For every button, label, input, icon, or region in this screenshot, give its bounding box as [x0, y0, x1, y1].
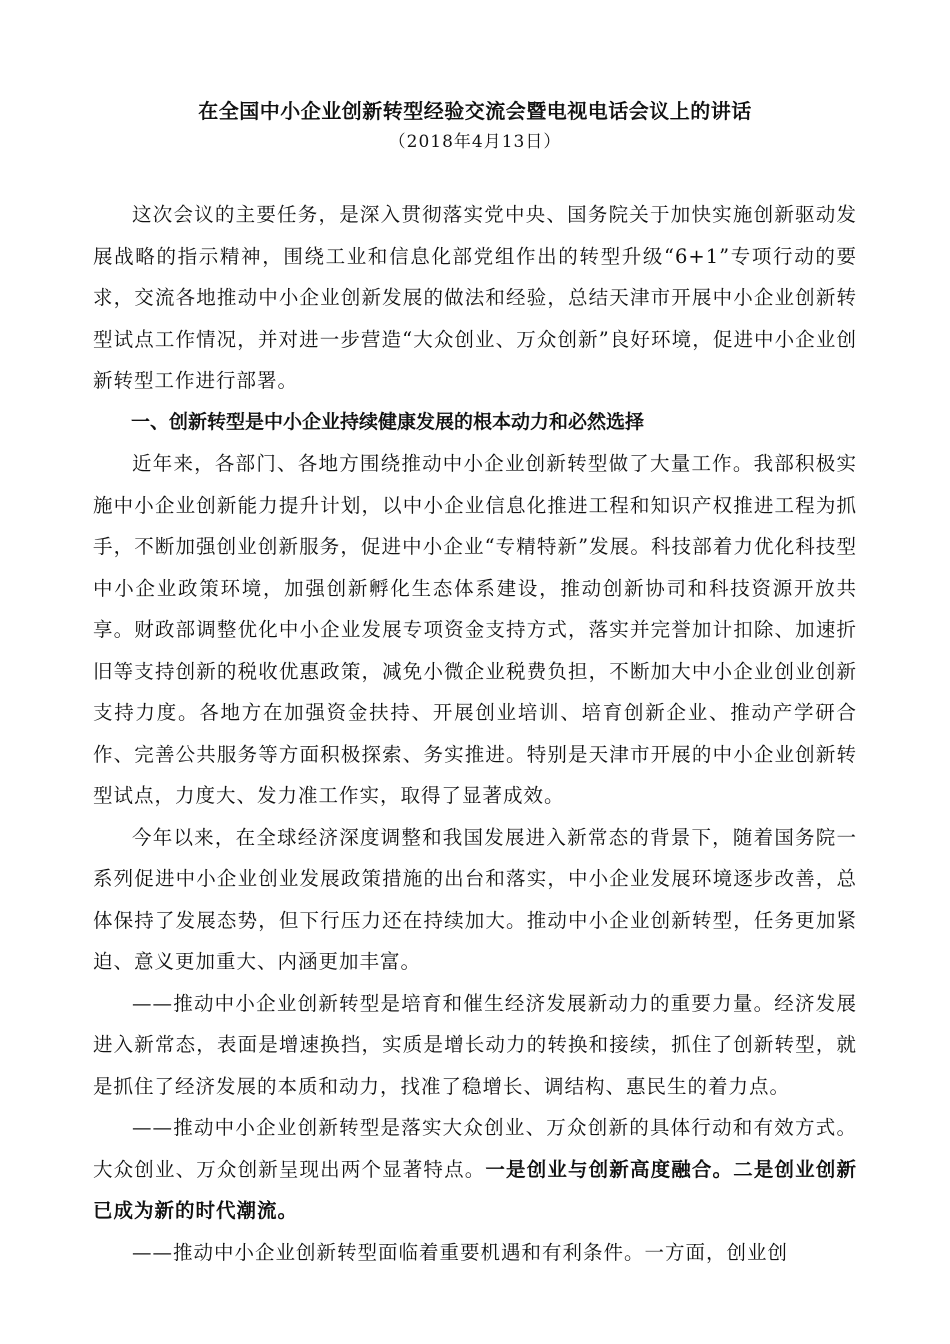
- section-heading-1: 一、创新转型是中小企业持续健康发展的根本动力和必然选择: [131, 410, 645, 433]
- document-title: 在全国中小企业创新转型经验交流会暨电视电话会议上的讲话: [198, 99, 752, 123]
- paragraph-intro: 这次会议的主要任务，是深入贯彻落实党中央、国务院关于加快实施创新驱动发展战略的指示精神，围绕工业和信息化部党组作出的转型升级“6+1”专项行动的要求，交流各地推动中小企业创新发展的做法和经验，总结天津市开展中小企业创新转型试点工作情况，并对进一步营造“大众创业、万众创新”良好环境，促进中小企业创新转型工作进行部署。: [93, 203, 857, 392]
- paragraph-mass-innovation: [93, 1107, 857, 1232]
- paragraph-recent-work: 近年来，各部门、各地方围绕推动中小企业创新转型做了大量工作。我部积极实施中小企业创新能力提升计划，以中小企业信息化推进工程和知识产权推进工程为抓手，不断加强创业创新服务，促进中小企业“专精特新”发展。科技部着力优化科技型中小企业政策环境，加强创新孵化生态体系建设，推动创新协司和科技资源开放共享。财政部调整优化中小企业发展专项资金支持方式，落实并完誉加计扣除、加速折旧等支持创新的税收优惠政策，减免小微企业税费负担，不断加大中小企业创业创新支持力度。各地方在加强资金扶持、开展创业培训、培育创新企业、推动产学研合作、完善公共服务等方面积极探索、务实推进。特别是天津市开展的中小企业创新转型试点，力度大、发力准工作实，取得了显著成效。: [93, 452, 857, 807]
- paragraph-new-momentum: ——推动中小企业创新转型是培育和催生经济发展新动力的重要力量。经济发展进入新常态，表面是增速换挡，实质是增长动力的转换和接续，抓住了创新转型，就是抓住了经济发展的本质和动力，找准了稳增长、调结构、惠民生的着力点。: [93, 991, 857, 1098]
- paragraph-this-year: 今年以来，在全球经济深度调整和我国发展进入新常态的背景下，随着国务院一系列促进中小企业创业发展政策措施的出台和落实，中小企业发展环境逐步改善，总体保持了发展态势，但下行压力还在持续加大。推动中小企业创新转型，任务更加紧迫、意义更加重大、内涵更加丰富。: [93, 825, 857, 973]
- paragraph-mass-innovation-emphasis: 一是创业与创新高度融合。二是创业创新已成为新的时代潮流。: [93, 1157, 857, 1222]
- document-page: [93, 96, 857, 1273]
- speech-date: （2018年4月13日）: [388, 132, 562, 152]
- document-body: [93, 194, 857, 1273]
- paragraph-opportunities: ——推动中小企业创新转型面临着重要机遇和有利条件。一方面，创业创: [132, 1240, 789, 1264]
- paragraph-mass-innovation-lead: ——推动中小企业创新转型是落实大众创业、万众创新的具体行动和有效方式。大众创业、万众创新呈现出两个显著特点。: [93, 1116, 857, 1181]
